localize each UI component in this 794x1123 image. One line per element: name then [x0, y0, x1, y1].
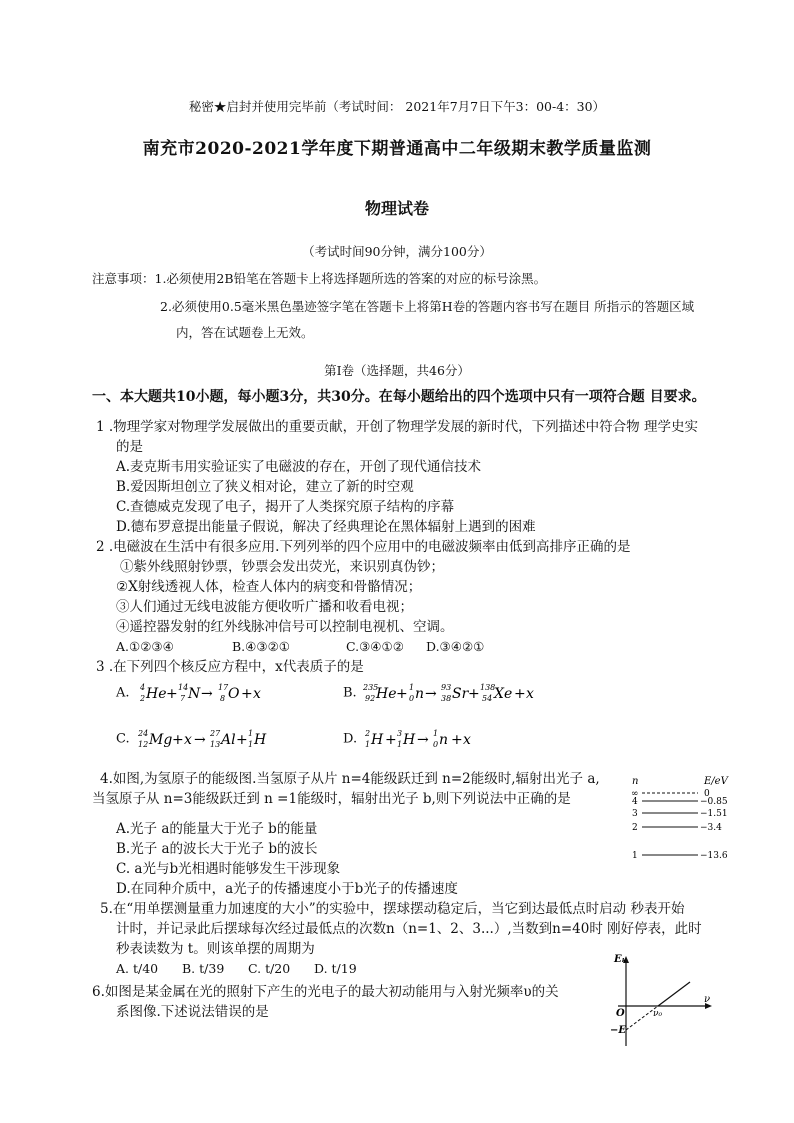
- svg-text:235: 235: [362, 683, 379, 692]
- svg-text:38: 38: [440, 694, 452, 703]
- exam-info: （考试时间90分钟，满分100分）: [302, 244, 492, 259]
- q2-item-3: ③人们通过无线电波能方便收听广播和收看电视；: [116, 599, 413, 615]
- notice-1: 注意事项：1.必须使用2B铅笔在答题卡上将选择题所选的答案的对应的标号涂黑。: [92, 271, 547, 286]
- svg-text:1: 1: [408, 683, 414, 692]
- level-inf-e: 0: [704, 789, 710, 799]
- svg-text:+: +: [171, 732, 184, 748]
- q2-item-1: ①紫外线照射钞票，钞票会发出荧光，来识别真伪钞；: [120, 559, 444, 575]
- q3-equation-b: [361, 682, 581, 704]
- q4-option-b: B.光子 a的波长大于光子 b的波长: [116, 841, 318, 857]
- svg-text:17: 17: [217, 683, 228, 692]
- svg-text:Al: Al: [220, 732, 236, 748]
- secret-notice: 秘密★启封并使用完毕前（考试时间： 2021年7月7日下午3：00-4：30）: [188, 99, 606, 114]
- svg-text:24: 24: [137, 729, 148, 738]
- svg-text:2: 2: [365, 729, 371, 738]
- svg-text:1: 1: [433, 729, 439, 738]
- q3-equation-a: [134, 682, 294, 704]
- svg-text:54: 54: [481, 694, 493, 703]
- q2-option-a: A.①②③④: [116, 639, 174, 654]
- svg-text:7: 7: [179, 694, 185, 703]
- q4-option-d: D.在同种介质中，a光子的传播速度小于b光子的传播速度: [116, 881, 458, 897]
- q2-item-4: ④遥控器发射的红外线脉冲信号可以控制电视机、空调。: [116, 619, 454, 635]
- svg-text:2: 2: [139, 694, 145, 703]
- level-1-e: −13.6: [700, 851, 728, 861]
- svg-text:138: 138: [479, 683, 496, 692]
- svg-text:1: 1: [247, 740, 253, 749]
- q1-option-b: B.爱因斯坦创立了狭义相对论，建立了新的时空观: [116, 479, 414, 495]
- svg-text:→: →: [417, 732, 429, 748]
- svg-text:92: 92: [364, 694, 376, 703]
- q2-option-c: C.③④①②: [346, 639, 404, 654]
- q2-option-d: D.③④②①: [426, 639, 485, 654]
- svg-text:x: x: [183, 732, 192, 748]
- q1-stem-cont: 的是: [116, 439, 143, 455]
- level-1-n: 1: [632, 851, 638, 861]
- svg-text:→: →: [424, 686, 437, 702]
- q6-stem: 6.如图是某金属在光的照射下产生的光电子的最大初动能用与入射光频率υ的关: [92, 984, 559, 1000]
- svg-text:H: H: [403, 732, 416, 748]
- svg-text:3: 3: [397, 729, 403, 738]
- svg-text:→: →: [200, 686, 213, 702]
- svg-text:+: +: [467, 686, 480, 702]
- q3-equation-d: [361, 728, 521, 750]
- q5-options: [116, 960, 357, 978]
- photoelectric-graph: [608, 950, 718, 1050]
- energy-level-diagram: [628, 770, 738, 870]
- q3-option-d-label: D.: [343, 731, 358, 747]
- q1-stem: 1 .物理学家对物理学发展做出的重要贡献，开创了物理学发展的新时代，下列描述中符合物 理学史实: [96, 419, 698, 435]
- q1-option-c: C.查德威克发现了电子，揭开了人类探究原子结构的序幕: [116, 499, 455, 515]
- svg-text:He: He: [375, 686, 397, 702]
- svg-text:n: n: [414, 686, 424, 702]
- svg-text:x: x: [525, 686, 534, 702]
- graph-origin-label: O: [616, 1008, 625, 1019]
- svg-text:8: 8: [219, 694, 225, 703]
- svg-text:0: 0: [408, 694, 414, 703]
- svg-text:+: +: [395, 686, 408, 702]
- q5-option-c: C. t/20: [248, 961, 291, 976]
- q3-option-a-label: A.: [116, 685, 130, 701]
- svg-text:27: 27: [209, 729, 220, 738]
- q5-option-a: A. t/40: [116, 961, 159, 976]
- svg-text:12: 12: [137, 740, 148, 749]
- q5-stem-cont-2: 秒表读数为 t。则该单摆的周期为: [116, 941, 315, 957]
- subject-title: 物理试卷: [364, 199, 429, 218]
- svg-text:+: +: [513, 686, 526, 702]
- svg-text:Xe: Xe: [493, 686, 513, 702]
- svg-text:14: 14: [177, 683, 188, 692]
- q2-item-2: ②X射线透视人体，检查人体内的病变和骨骼情况；: [116, 579, 422, 595]
- graph-intercept-label: −E: [610, 1025, 627, 1036]
- q5-stem: 5.在“用单摆测量重力加速度的大小”的实验中，摆球摆动稳定后，当它到达最低点时启动 秒表开始: [100, 901, 685, 917]
- part-title: 第Ⅰ卷（选择题，共46分）: [324, 363, 470, 378]
- svg-text:Sr: Sr: [451, 686, 469, 702]
- notice-2: 2.必须使用0.5毫米黑色墨迹签字笔在答题卡上将第H卷的答题内容书写在题目 所指示的答题区域: [160, 299, 695, 314]
- q2-option-b: B.④③②①: [232, 639, 290, 654]
- svg-text:0: 0: [433, 740, 439, 749]
- level-4-n: 4: [632, 797, 638, 807]
- q5-stem-cont: 计时，并记录此后摆球每次经过最低点的次数n（n=1、2、3...）,当数到n=40时 刚好停表，此时: [116, 921, 702, 937]
- exam-title: 南充市2020-2021学年度下期普通高中二年级期末教学质量监测: [142, 139, 652, 159]
- q1-option-d: D.德布罗意提出能量子假说，解决了经典理论在黑体辐射上遇到的困难: [116, 519, 536, 535]
- q3-option-c-label: C.: [116, 731, 130, 747]
- svg-text:n: n: [439, 732, 449, 748]
- svg-text:+: +: [385, 732, 397, 748]
- section-instruction: 一、本大题共10小题，每小题3分，共30分。在每小题给出的四个选项中只有一项符合题 目要求。: [92, 389, 706, 405]
- level-4-e: −0.85: [700, 797, 728, 807]
- q3-option-b-label: B.: [343, 685, 357, 701]
- svg-text:+: +: [165, 686, 178, 702]
- level-2-e: −3.4: [700, 823, 722, 833]
- svg-text:O: O: [227, 686, 240, 702]
- diagram-n-label: n: [632, 776, 639, 787]
- q5-option-b: B. t/39: [182, 961, 225, 976]
- q4-stem: 4.如图,为氢原子的能级图.当氢原子从片 n=4能级跃迁到 n=2能级时,辐射出光子 a,: [100, 771, 600, 787]
- svg-text:1: 1: [247, 729, 253, 738]
- q4-option-c: C. a光与b光相遇时能够发生干涉现象: [116, 861, 341, 877]
- graph-y-label: Eₖ: [614, 954, 627, 965]
- svg-text:13: 13: [209, 740, 220, 749]
- svg-text:+: +: [240, 686, 253, 702]
- svg-text:H: H: [253, 732, 266, 748]
- q3-equation-c: [134, 728, 294, 750]
- level-2-n: 2: [632, 823, 638, 833]
- svg-text:Mg: Mg: [148, 732, 173, 748]
- svg-text:4: 4: [139, 683, 145, 692]
- q4-option-a: A.光子 a的能量大于光子 b的能量: [116, 821, 318, 837]
- svg-text:+: +: [235, 732, 248, 748]
- svg-text:1: 1: [397, 740, 403, 749]
- q4-stem-cont: 当氢原子从 n=3能级跃迁到 n =1能级时，辐射出光子 b,则下列说法中正确的是: [92, 791, 571, 807]
- svg-text:93: 93: [440, 683, 452, 692]
- q6-stem-cont: 系图像.下述说法错误的是: [116, 1004, 269, 1020]
- svg-text:x: x: [463, 732, 472, 748]
- q3-stem: 3 .在下列四个核反应方程中，x代表质子的是: [96, 659, 364, 675]
- q5-option-d: D. t/19: [314, 961, 357, 976]
- q3-option-a: [116, 682, 294, 704]
- level-3-n: 3: [632, 809, 638, 819]
- q2-options: [116, 638, 484, 656]
- svg-text:He: He: [145, 686, 167, 702]
- q2-stem: 2 .电磁波在生活中有很多应用.下列列举的四个应用中的电磁波频率由低到高排序正确的是: [96, 539, 631, 555]
- graph-x-label: ν: [704, 994, 711, 1005]
- level-3-e: −1.51: [700, 809, 728, 819]
- q3-option-d: [343, 728, 521, 750]
- graph-nu0-label: ν₀: [653, 1009, 663, 1019]
- notice-2-cont: 内，答在试题卷上无效。: [176, 325, 314, 340]
- svg-text:+: +: [451, 732, 463, 748]
- graph-kinetic-energy-line: [658, 982, 690, 1006]
- svg-text:H: H: [371, 732, 384, 748]
- svg-text:→: →: [193, 732, 206, 748]
- q3-option-b: [343, 682, 581, 704]
- level-inf-n: ∞: [631, 789, 639, 799]
- svg-text:1: 1: [365, 740, 371, 749]
- q3-option-c: [116, 728, 294, 750]
- svg-text:x: x: [252, 686, 261, 702]
- diagram-e-label: E/eV: [704, 776, 728, 787]
- q1-option-a: A.麦克斯韦用实验证实了电磁波的存在，开创了现代通信技术: [116, 459, 482, 475]
- svg-text:N: N: [187, 686, 200, 702]
